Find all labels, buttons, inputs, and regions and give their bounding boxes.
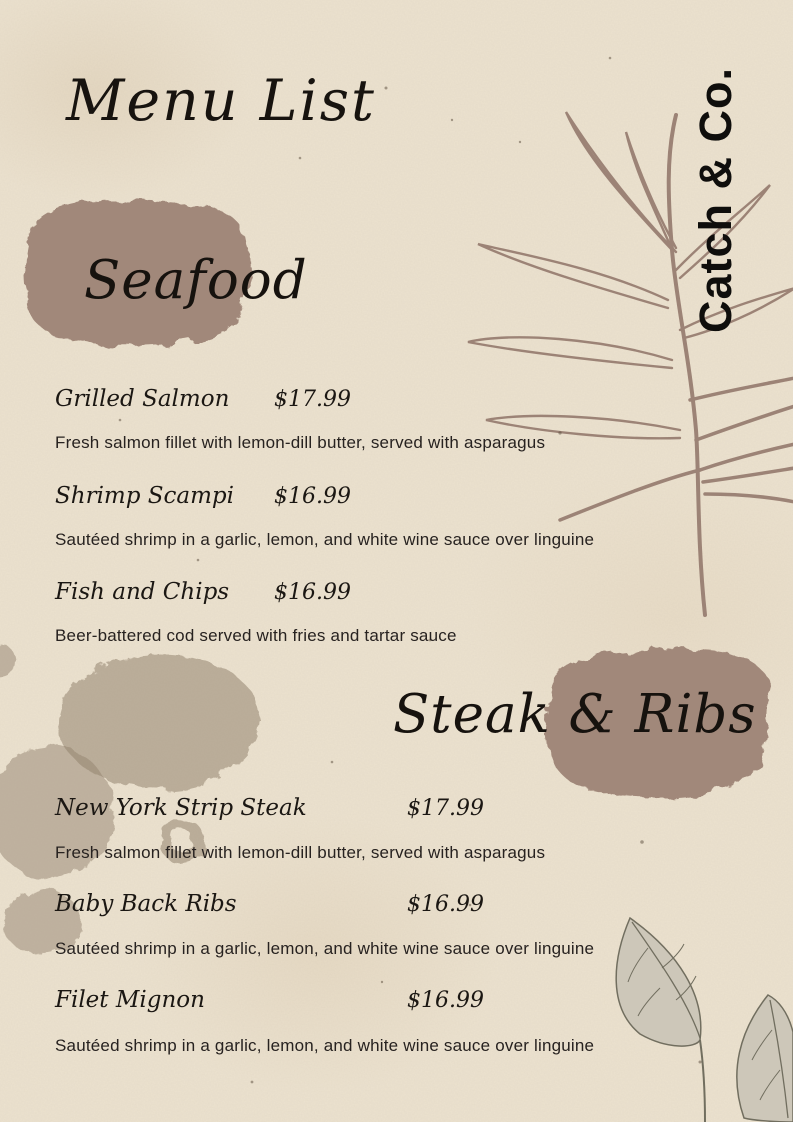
menu-item-description: Sautéed shrimp in a garlic, lemon, and white wine sauce over linguine: [55, 939, 595, 958]
section-title-steak-ribs: Steak & Ribs: [393, 684, 757, 745]
brand-vertical-text: Catch & Co.: [690, 67, 741, 334]
menu-item-name: Shrimp Scampi: [55, 483, 235, 509]
menu-item-description: Beer-battered cod served with fries and tartar sauce: [55, 626, 457, 645]
page-title: Menu List: [66, 68, 376, 134]
menu-item-price: $16.99: [274, 484, 351, 509]
menu-item-name: Fish and Chips: [55, 579, 230, 605]
menu-item-price: $16.99: [274, 580, 351, 605]
section-title-seafood: Seafood: [84, 250, 308, 311]
menu-item-price: $16.99: [407, 988, 484, 1013]
menu-item-name: Grilled Salmon: [55, 386, 230, 412]
menu-item-name: Baby Back Ribs: [55, 891, 237, 917]
menu-item-name: New York Strip Steak: [55, 795, 307, 821]
menu-item-description: Sautéed shrimp in a garlic, lemon, and white wine sauce over linguine: [55, 530, 595, 549]
menu-item-description: Fresh salmon fillet with lemon-dill butter, served with asparagus: [55, 433, 546, 452]
menu-item-description: Sautéed shrimp in a garlic, lemon, and white wine sauce over linguine: [55, 1036, 595, 1055]
menu-item-name: Filet Mignon: [55, 987, 205, 1013]
menu-item-description: Fresh salmon fillet with lemon-dill butter, served with asparagus: [55, 843, 546, 862]
menu-item-price: $17.99: [274, 387, 351, 412]
menu-item-price: $17.99: [407, 796, 484, 821]
menu-item-price: $16.99: [407, 892, 484, 917]
